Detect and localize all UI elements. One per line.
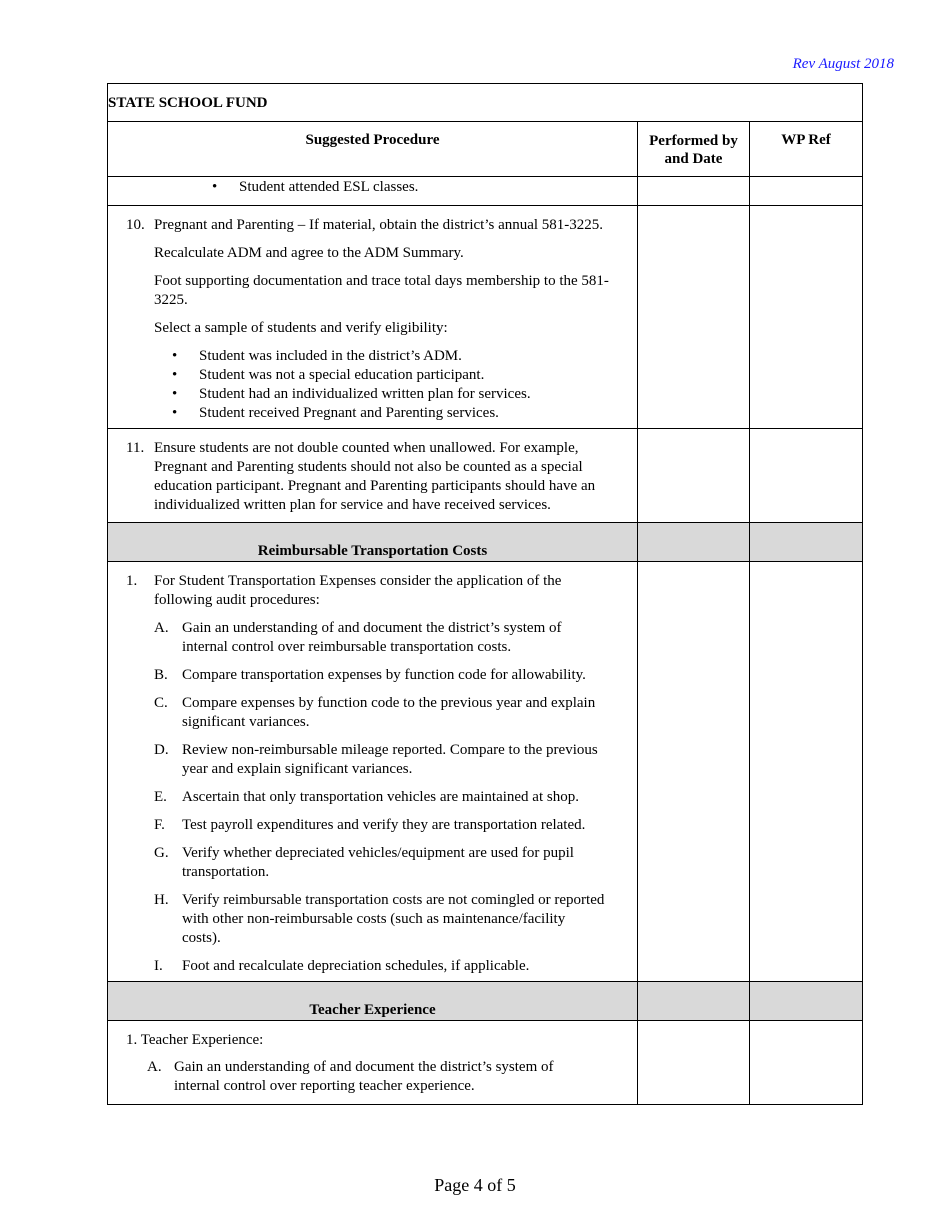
item10-line: Recalculate ADM and agree to the ADM Summary. bbox=[154, 245, 464, 261]
item10-line: Pregnant and Parenting – If material, obtain the district’s annual 581-3225. bbox=[154, 217, 604, 233]
column-header-procedure: Suggested Procedure bbox=[108, 122, 638, 176]
column-header-wp-ref: WP Ref bbox=[781, 132, 831, 148]
step-text: Verify reimbursable transportation costs are not comingled or reported with other non-reimbursable costs (such as maintenance/facility costs). bbox=[182, 892, 605, 946]
section-header-transportation bbox=[108, 522, 862, 561]
list-item bbox=[154, 694, 625, 732]
table-title: STATE SCHOOL FUND bbox=[108, 95, 268, 111]
step-text: Review non-reimbursable mileage reported. Compare to the previous year and explain significant variances. bbox=[182, 742, 598, 777]
table-row bbox=[108, 561, 862, 981]
step-text: Verify whether depreciated vehicles/equipment are used for pupil transportation. bbox=[182, 845, 574, 880]
step-text: Test payroll expenditures and verify they are transportation related. bbox=[182, 817, 586, 833]
section-title: Teacher Experience bbox=[108, 982, 638, 1020]
list-item bbox=[154, 619, 625, 657]
list-item: • Student received Pregnant and Parenting services. bbox=[199, 404, 625, 423]
step-text: Gain an understanding of and document the district’s system of internal control over reimbursable transportation costs. bbox=[182, 620, 562, 655]
list-item bbox=[154, 741, 625, 779]
list-item bbox=[154, 957, 625, 976]
list-item bbox=[154, 844, 625, 882]
page-number: Page 4 of 5 bbox=[434, 1175, 516, 1195]
item10-line: Foot supporting documentation and trace total days membership to the 581-3225. bbox=[154, 273, 609, 308]
teacher-step-text: Gain an understanding of and document the district’s system of internal control over reporting teacher experience. bbox=[174, 1059, 554, 1094]
step-letter: A. bbox=[154, 620, 169, 636]
step-text: Compare transportation expenses by function code for allowability. bbox=[182, 667, 586, 683]
column-header-performed: Performed by and Date bbox=[638, 122, 750, 176]
item-number: 10. bbox=[126, 217, 145, 233]
esl-bullet: • Student attended ESL classes. bbox=[239, 178, 637, 197]
step-letter: G. bbox=[154, 845, 169, 861]
step-letter: A. bbox=[147, 1059, 162, 1075]
step-text: Ascertain that only transportation vehicles are maintained at shop. bbox=[182, 789, 579, 805]
step-letter: F. bbox=[154, 817, 165, 833]
section-title: Reimbursable Transportation Costs bbox=[108, 523, 638, 561]
table-header-row bbox=[108, 121, 862, 176]
list-item bbox=[154, 788, 625, 807]
item11-text: Ensure students are not double counted when unallowed. For example, Pregnant and Parenting students should not also be counted as a special education participant. Pregnant and Parenting participants should have an individualized written plan for service and have received services. bbox=[154, 440, 596, 513]
step-letter: B. bbox=[154, 667, 168, 683]
teacher-item: 1. Teacher Experience: bbox=[126, 1032, 264, 1048]
table-row bbox=[108, 176, 862, 205]
list-item bbox=[154, 816, 625, 835]
step-text: Foot and recalculate depreciation schedules, if applicable. bbox=[182, 958, 530, 974]
list-item bbox=[154, 891, 625, 948]
list-item: • Student had an individualized written plan for services. bbox=[199, 385, 625, 404]
section-header-teacher bbox=[108, 981, 862, 1020]
list-item: • Student was included in the district’s ADM. bbox=[199, 347, 625, 366]
list-item: • Student was not a special education participant. bbox=[199, 366, 625, 385]
step-letter: D. bbox=[154, 742, 169, 758]
step-letter: E. bbox=[154, 789, 167, 805]
item-number: 11. bbox=[126, 440, 145, 456]
step-letter: H. bbox=[154, 892, 169, 908]
item-number: 1. bbox=[126, 573, 138, 589]
revision-label: Rev August 2018 bbox=[792, 56, 894, 72]
table-row bbox=[108, 428, 862, 522]
step-letter: C. bbox=[154, 695, 168, 711]
step-letter: I. bbox=[154, 958, 163, 974]
procedure-table bbox=[107, 83, 863, 1105]
table-row bbox=[108, 205, 862, 428]
item10-line: Select a sample of students and verify eligibility: bbox=[154, 320, 448, 336]
transport-intro: For Student Transportation Expenses consider the application of the following audit procedures: bbox=[154, 573, 562, 608]
table-row bbox=[108, 1020, 862, 1104]
step-text: Compare expenses by function code to the previous year and explain significant variances. bbox=[182, 695, 596, 730]
list-item bbox=[154, 666, 625, 685]
